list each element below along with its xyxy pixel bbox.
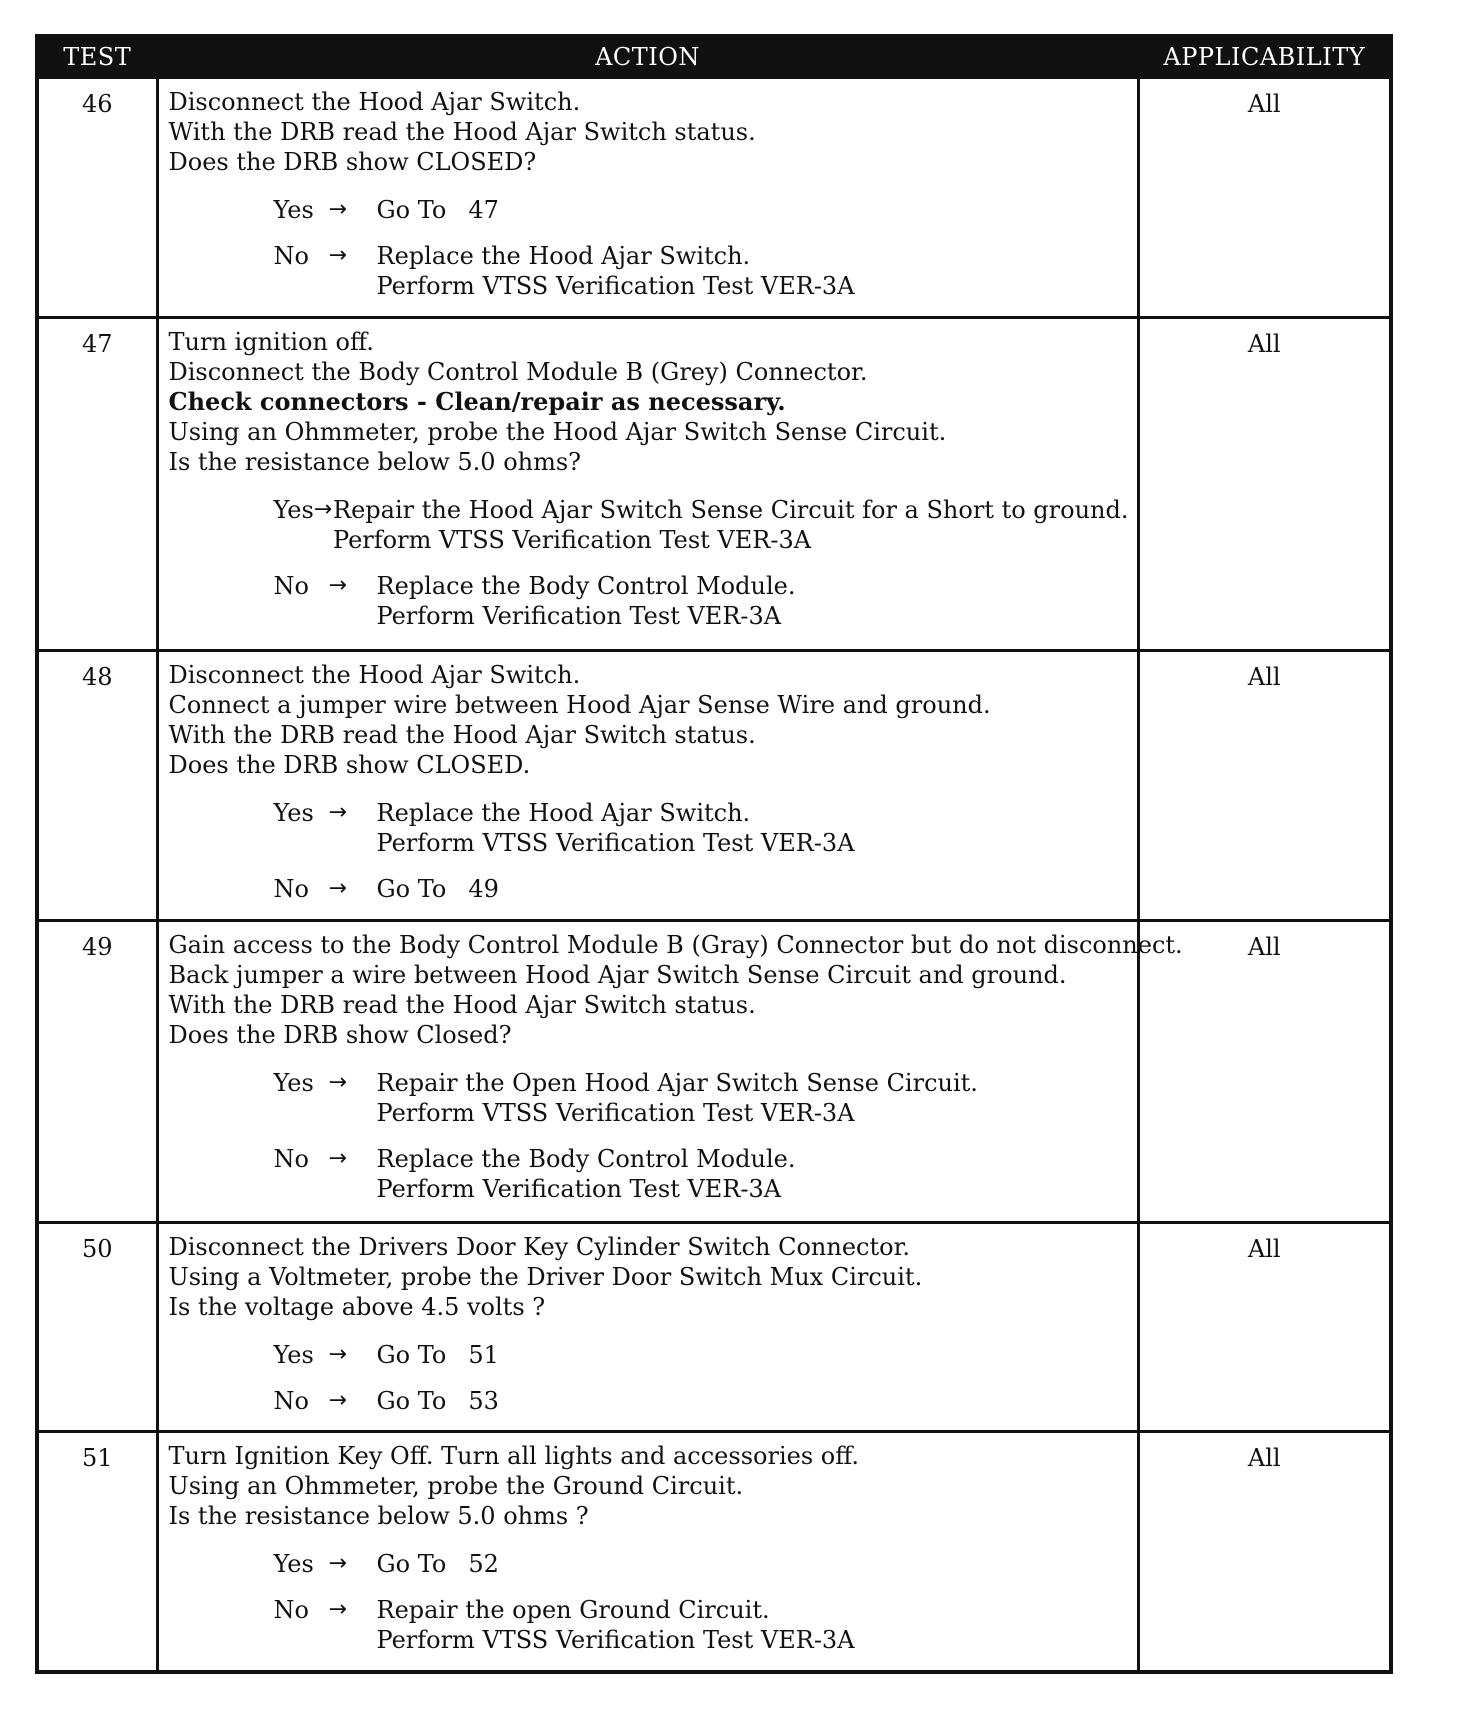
goto-test-number: 51 <box>468 1341 499 1370</box>
step-text: Gain access to the Body Control Module B (Gray) Connector but do not disconnect. <box>168 931 1183 960</box>
outcome-list <box>169 495 1129 631</box>
outcome-result <box>377 798 855 858</box>
result-line: Perform VTSS Verification Test VER-3A <box>376 272 855 300</box>
outcome-no <box>274 571 1129 631</box>
header-applicability: APPLICABILITY <box>1138 36 1391 78</box>
step-text: Turn Ignition Key Off. Turn all lights and accessories off. <box>168 1442 860 1471</box>
table-row <box>37 1223 1391 1432</box>
step-text: Is the resistance below 5.0 ohms ? <box>168 1502 589 1531</box>
step-text: Connect a jumper wire between Hood Ajar Sense Wire and ground. <box>168 690 991 719</box>
outcome-result <box>377 1549 499 1579</box>
result-line: Replace the Hood Ajar Switch. <box>376 242 751 270</box>
outcome-no <box>274 1386 1129 1416</box>
step-text: With the DRB read the Hood Ajar Switch status. <box>168 118 756 146</box>
step-text: Disconnect the Body Control Module B (Grey) Connector. <box>168 357 868 386</box>
result-line: Replace the Body Control Module. <box>376 1145 796 1174</box>
outcome-result <box>377 1340 499 1370</box>
applicability-value: All <box>1138 921 1391 1223</box>
outcome-result <box>377 1144 796 1204</box>
table-row <box>37 650 1391 921</box>
arrow-right-icon: → <box>328 1551 347 1577</box>
result-line: Perform VTSS Verification Test VER-3A <box>376 1099 855 1128</box>
goto-test-number: 53 <box>468 1387 499 1416</box>
test-number: 46 <box>37 78 157 318</box>
result-line: Repair the Open Hood Ajar Switch Sense Circuit. <box>376 1069 978 1098</box>
result-line: Perform Verification Test VER-3A <box>376 1175 782 1204</box>
arrow-right-icon: → <box>328 1342 347 1368</box>
step-text: Does the DRB show Closed? <box>168 1021 512 1050</box>
arrow-right-icon: → <box>313 496 333 522</box>
outcome-no <box>274 241 1129 301</box>
result-line: Replace the Body Control Module. <box>376 571 796 600</box>
answer-label: No <box>273 1145 309 1174</box>
test-number: 50 <box>37 1223 157 1432</box>
answer-label: No <box>273 1387 309 1416</box>
goto-label: Go To <box>376 1550 447 1579</box>
table-row <box>37 1432 1391 1672</box>
outcome-no <box>274 1595 1129 1655</box>
result-line: Perform VTSS Verification Test VER-3A <box>333 525 812 554</box>
answer-label: No <box>273 571 309 600</box>
test-number: 49 <box>37 921 157 1223</box>
outcome-result <box>333 495 1128 555</box>
result-line: Repair the open Ground Circuit. <box>376 1596 770 1625</box>
result-line: Perform VTSS Verification Test VER-3A <box>376 1626 855 1655</box>
step-text-emphasis: Check connectors - Clean/repair as necessary. <box>168 386 786 416</box>
outcome-result <box>377 195 499 225</box>
goto-label: Go To <box>376 874 447 903</box>
outcome-result <box>377 1595 855 1655</box>
step-text: With the DRB read the Hood Ajar Switch status. <box>168 991 756 1020</box>
outcome-yes <box>274 1068 1129 1128</box>
action-cell <box>157 921 1183 1223</box>
goto-label: Go To <box>376 196 447 224</box>
answer-label: Yes <box>273 1069 314 1098</box>
step-text: With the DRB read the Hood Ajar Switch status. <box>168 720 756 749</box>
outcome-result <box>377 1068 978 1128</box>
action-cell <box>157 317 1138 650</box>
arrow-right-icon: → <box>328 799 347 825</box>
outcome-yes <box>274 798 1129 858</box>
action-cell <box>157 1432 1138 1672</box>
goto-test-number: 52 <box>468 1550 499 1579</box>
answer-label: Yes <box>273 798 314 827</box>
result-line: Replace the Hood Ajar Switch. <box>376 798 751 827</box>
result-line: Repair the Hood Ajar Switch Sense Circuit for a Short to ground. <box>333 495 1129 524</box>
goto-label: Go To <box>376 1341 447 1370</box>
step-text: Disconnect the Drivers Door Key Cylinder Switch Connector. <box>168 1233 911 1262</box>
step-text: Is the voltage above 4.5 volts ? <box>168 1293 546 1322</box>
step-text: Does the DRB show CLOSED. <box>168 750 531 779</box>
answer-label: No <box>273 1596 309 1625</box>
step-text: Turn ignition off. <box>168 327 374 356</box>
step-text: Does the DRB show CLOSED? <box>168 148 537 176</box>
goto-label: Go To <box>376 1387 447 1416</box>
step-text: Back jumper a wire between Hood Ajar Switch Sense Circuit and ground. <box>168 961 1067 990</box>
arrow-right-icon: → <box>328 243 347 268</box>
arrow-right-icon: → <box>328 1070 347 1096</box>
table-row <box>37 921 1391 1223</box>
test-number: 48 <box>37 650 157 921</box>
arrow-right-icon: → <box>328 1388 347 1414</box>
outcome-yes <box>274 1549 1129 1579</box>
outcome-list <box>169 1549 1129 1655</box>
step-text: Using an Ohmmeter, probe the Ground Circuit. <box>168 1472 744 1501</box>
arrow-right-icon: → <box>328 197 347 222</box>
answer-label: Yes <box>273 495 314 524</box>
step-text: Using a Voltmeter, probe the Driver Door Switch Mux Circuit. <box>168 1263 923 1292</box>
outcome-list <box>169 195 1129 301</box>
outcome-yes <box>274 195 1129 225</box>
arrow-right-icon: → <box>328 572 347 598</box>
diagnostic-test-table <box>35 34 1393 1674</box>
outcome-list <box>169 1340 1129 1416</box>
outcome-list <box>169 1068 1129 1204</box>
arrow-right-icon: → <box>328 1146 347 1172</box>
applicability-value: All <box>1138 1432 1391 1672</box>
answer-label: No <box>273 242 309 270</box>
outcome-list <box>169 798 1129 904</box>
action-cell <box>157 1223 1138 1432</box>
outcome-result <box>377 874 499 904</box>
goto-test-number: 47 <box>468 196 499 224</box>
test-number: 51 <box>37 1432 157 1672</box>
header-test: TEST <box>37 36 157 78</box>
action-cell <box>157 78 1138 318</box>
step-text: Is the resistance below 5.0 ohms? <box>168 447 582 476</box>
arrow-right-icon: → <box>328 875 347 901</box>
step-text: Disconnect the Hood Ajar Switch. <box>168 88 581 116</box>
answer-label: Yes <box>273 1550 314 1579</box>
outcome-no <box>274 1144 1129 1204</box>
step-text: Disconnect the Hood Ajar Switch. <box>168 660 581 689</box>
outcome-yes <box>274 1340 1129 1370</box>
table-row <box>37 317 1391 650</box>
applicability-value: All <box>1138 78 1391 318</box>
action-cell <box>157 650 1138 921</box>
applicability-value: All <box>1138 317 1391 650</box>
result-line: Perform Verification Test VER-3A <box>376 601 782 630</box>
answer-label: Yes <box>273 1341 314 1370</box>
outcome-yes <box>274 495 1129 555</box>
result-line: Perform VTSS Verification Test VER-3A <box>376 828 855 857</box>
outcome-result <box>377 1386 499 1416</box>
goto-test-number: 49 <box>468 874 499 903</box>
test-number: 47 <box>37 317 157 650</box>
answer-label: No <box>273 874 309 903</box>
step-text: Using an Ohmmeter, probe the Hood Ajar Switch Sense Circuit. <box>168 417 947 446</box>
outcome-result <box>377 241 855 301</box>
table-header-row <box>37 36 1391 78</box>
applicability-value: All <box>1138 1223 1391 1432</box>
header-action: ACTION <box>157 36 1138 78</box>
answer-label: Yes <box>273 196 314 224</box>
outcome-no <box>274 874 1129 904</box>
arrow-right-icon: → <box>328 1597 347 1623</box>
table-row <box>37 78 1391 318</box>
outcome-result <box>377 571 796 631</box>
applicability-value: All <box>1138 650 1391 921</box>
